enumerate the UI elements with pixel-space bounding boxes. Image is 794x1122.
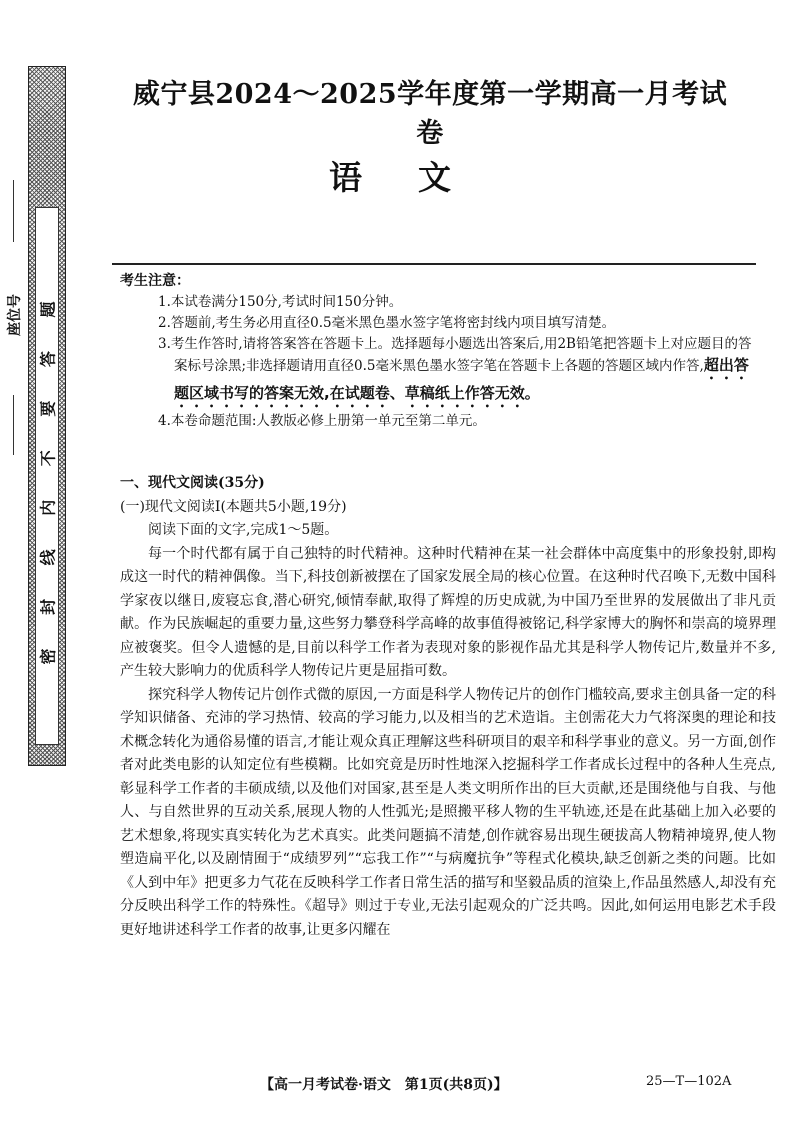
- notice-item: 1.本试卷满分150分,考试时间150分钟。: [158, 294, 403, 310]
- instruction: 阅读下面的文字,完成1～5题。: [148, 522, 339, 538]
- candidate-notice: [120, 271, 760, 432]
- footer-label: 【高一月考试卷·语文 第1页(共8页)】: [260, 1077, 508, 1093]
- seat-line-bottom: [13, 395, 14, 455]
- notice-item: 2.答题前,考生务必用直径0.5毫米黑色墨水签字笔将密封线内项目填写清楚。: [158, 315, 616, 331]
- seal-text-box: [35, 207, 59, 745]
- footer-code: 25—T—102A: [646, 1074, 732, 1089]
- seat-line-top: [13, 180, 14, 242]
- passage-paragraph: 每一个时代都有属于自己独特的时代精神。这种时代精神在某一社会群体中高度集中的形象投射,即构成这一时代的精神偶像。当下,科技创新被摆在了国家发展全局的核心位置。在这种时代召唤下,无数中国科学家夜以继日,废寝忘食,潜心研究,倾情奉献,取得了辉煌的历史成就,为中国乃至世界的发展做出了非凡贡献。作为民族崛起的重要力量,这些努力攀登科学高峰的故事值得被铭记,科学家博大的胸怀和崇高的境界理应被褒奖。但令人遗憾的是,目前以科学工作者为表现对象的影视作品尤其是科学人物传记片,数量并不多,产生较大影响力的优质科学人物传记片更是屈指可数。: [120, 545, 776, 679]
- seat-number-label: 座位号: [7, 294, 23, 336]
- section-subheading: (一)现代文阅读Ⅰ(本题共5小题,19分): [120, 498, 347, 515]
- notice-item: 4.本卷命题范围:人教版必修上册第一单元至第二单元。: [158, 413, 486, 429]
- notice-list: [120, 292, 760, 432]
- subject-title: 语文: [329, 158, 507, 197]
- notice-emphasis: 超出答题区域书写的答案无效,在试题卷、草稿纸上作答无效。: [174, 356, 749, 402]
- notice-heading: 考生注意：: [120, 273, 190, 289]
- passage-paragraph: 探究科学人物传记片创作式微的原因,一方面是科学人物传记片的创作门槛较高,要求主创具备一定的科学知识储备、充沛的学习热情、较高的学习能力,以及相当的艺术造诣。主创需花大力气将深奥的理论和技术概念转化为通俗易懂的语言,才能让观众真正理解这些科研项目的艰辛和科学事业的意义。另一方面,创作者对此类电影的认知定位有些模糊。比如究竟是历时性地深入挖掘科学工作者成长过程中的各种人生亮点,彰显科学工作者的丰硕成绩,以及他们对国家,甚至是人类文明所作出的巨大贡献,还是围绕他与自我、与他人、与自然世界的互动关系,展现人物的人性弧光;是照搬平移人物的生平轨迹,还是在此基础上加入必要的艺术想象,将现实真实转化为艺术真实。此类问题搞不清楚,创作就容易出现生硬拔高人物精神境界,使人物塑造扁平化,以及剧情囿于“成绩罗列”“忘我工作”“与病魔抗争”等程式化模块,缺乏创新之类的问题。比如《人到中年》把更多力气花在反映科学工作者日常生活的描写和坚毅品质的渲染上,作品虽然感人,却没有充分反映出科学工作的特殊性。《超导》则过于专业,无法引起观众的广泛共鸣。因此,如何运用电影艺术手段更好地讲述科学工作者的故事,让更多闪耀在: [120, 686, 776, 938]
- header-divider: [112, 263, 756, 265]
- notice-item: [158, 334, 760, 411]
- seal-text: 密 封 线 内 不 要 答 题: [38, 287, 58, 665]
- exam-title: 威宁县2024～2025学年度第一学期高一月考试卷: [132, 79, 728, 149]
- seal-strip: [28, 66, 66, 766]
- notice-item-text: 3.考生作答时,请将答案答在答题卡上。选择题每小题选出答案后,用2B铅笔把答题卡上对应题目的答案标号涂黑;非选择题请用直径0.5毫米黑色墨水签字笔在答题卡上各题的答题区域内作答,: [158, 336, 752, 374]
- section-heading: 一、现代文阅读(35分): [120, 475, 265, 491]
- reading-section: [120, 472, 776, 942]
